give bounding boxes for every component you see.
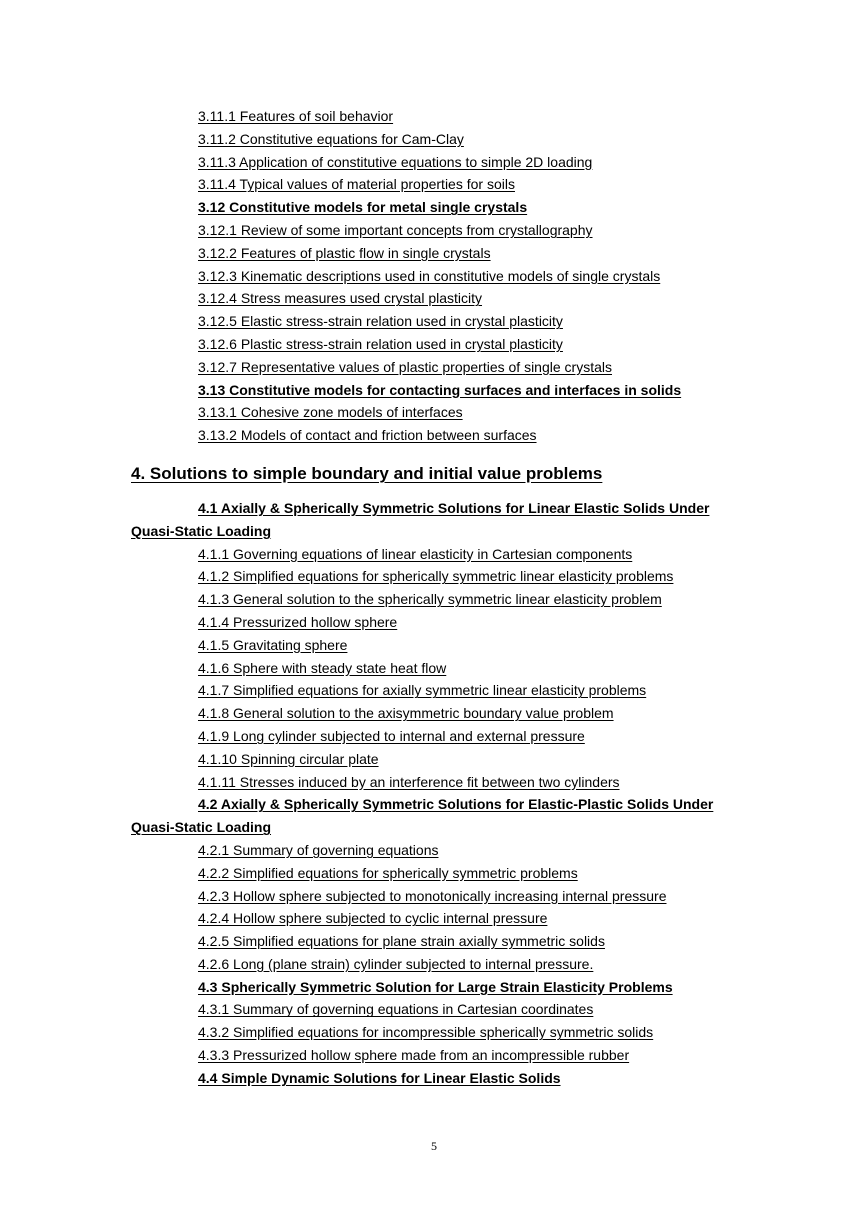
toc-entry-link[interactable]: 4.3.2 Simplified equations for incompressible spherically symmetric solids — [198, 1024, 654, 1041]
toc-section-4-1-line1 — [0, 497, 868, 520]
toc-entry-link[interactable]: 3.13.2 Models of contact and friction between surfaces — [198, 427, 537, 444]
toc-entry-link[interactable]: 4.1.8 General solution to the axisymmetric boundary value problem — [198, 705, 614, 722]
toc-entry — [0, 310, 868, 333]
toc-entry-link[interactable]: 4.1.7 Simplified equations for axially symmetric linear elasticity problems — [198, 682, 647, 699]
toc-entry — [0, 379, 868, 402]
toc-entry-link[interactable]: 3.11.3 Application of constitutive equations to simple 2D loading — [198, 153, 593, 170]
toc-entry — [0, 702, 868, 725]
toc-entry-link[interactable]: 3.12 Constitutive models for metal single crystals — [198, 199, 528, 216]
toc-entry — [0, 105, 868, 128]
toc-entry — [0, 1021, 868, 1044]
chapter-heading — [0, 451, 868, 497]
section-4-2-link[interactable]: 4.2 Axially & Spherically Symmetric Solutions for Elastic-Plastic Solids Under — [198, 796, 714, 813]
chapter4-title-link[interactable]: 4. Solutions to simple boundary and initial value problems — [131, 463, 603, 483]
toc-entry — [0, 885, 868, 908]
toc-entry — [0, 1067, 868, 1090]
toc-entry — [0, 998, 868, 1021]
toc-entry — [0, 907, 868, 930]
toc-section-4-2-line2 — [0, 816, 868, 839]
toc-entry — [0, 725, 868, 748]
toc-entry-link[interactable]: 4.2.2 Simplified equations for spherically symmetric problems — [198, 864, 578, 881]
toc-entry — [0, 839, 868, 862]
toc-section-4-2-line1 — [0, 793, 868, 816]
toc-entry — [0, 611, 868, 634]
toc-entry-link[interactable]: 4.1.11 Stresses induced by an interference fit between two cylinders — [198, 773, 620, 790]
section-4-1-link[interactable]: 4.1 Axially & Spherically Symmetric Solutions for Linear Elastic Solids Under — [198, 499, 710, 516]
toc-entry-link[interactable]: 4.2.3 Hollow sphere subjected to monotonically increasing internal pressure — [198, 887, 667, 904]
toc-entry — [0, 657, 868, 680]
toc-entry-link[interactable]: 4.1.4 Pressurized hollow sphere — [198, 613, 398, 630]
toc-entry-link[interactable]: 4.1.9 Long cylinder subjected to internal and external pressure — [198, 727, 585, 744]
toc-entry — [0, 196, 868, 219]
toc-entry — [0, 128, 868, 151]
toc-entry-link[interactable]: 3.11.1 Features of soil behavior — [198, 108, 394, 124]
page-number: 5 — [431, 1139, 437, 1153]
section-4-1-link-cont[interactable]: Quasi-Static Loading — [131, 522, 272, 539]
toc-section-4-1-line2 — [0, 520, 868, 543]
toc-entry — [0, 862, 868, 885]
toc-entry-link[interactable]: 3.12.6 Plastic stress-strain relation used in crystal plasticity — [198, 335, 563, 352]
toc-entry — [0, 173, 868, 196]
toc-entry — [0, 356, 868, 379]
toc-entry — [0, 401, 868, 424]
toc-entry-link[interactable]: 3.12.4 Stress measures used crystal plasticity — [198, 290, 483, 307]
toc-entry — [0, 265, 868, 288]
section-4-2-link-cont[interactable]: Quasi-Static Loading — [131, 819, 272, 836]
toc-entry — [0, 565, 868, 588]
toc-entry-link[interactable]: 3.13.1 Cohesive zone models of interfaces — [198, 404, 463, 421]
toc-entry — [0, 748, 868, 771]
toc-entry — [0, 930, 868, 953]
toc-entry — [0, 588, 868, 611]
toc-entry-link[interactable]: 4.2.1 Summary of governing equations — [198, 841, 439, 858]
toc-entry-link[interactable]: 4.3 Spherically Symmetric Solution for Large Strain Elasticity Problems — [198, 978, 673, 995]
toc-entry — [0, 679, 868, 702]
table-of-contents — [0, 105, 868, 1090]
toc-entry-link[interactable]: 4.1.2 Simplified equations for spherically symmetric linear elasticity problems — [198, 568, 674, 585]
toc-group-4-1 — [0, 543, 868, 794]
toc-entry-link[interactable]: 3.11.4 Typical values of material properties for soils — [198, 176, 515, 193]
toc-entry — [0, 771, 868, 794]
toc-entry — [0, 219, 868, 242]
toc-entry — [0, 976, 868, 999]
toc-entry-link[interactable]: 4.3.1 Summary of governing equations in Cartesian coordinates — [198, 1001, 594, 1018]
toc-entry-link[interactable]: 3.12.1 Review of some important concepts from crystallography — [198, 221, 593, 238]
toc-entry-link[interactable]: 4.1.6 Sphere with steady state heat flow — [198, 659, 447, 676]
toc-entry-link[interactable]: 4.2.6 Long (plane strain) cylinder subjected to internal pressure. — [198, 955, 594, 972]
toc-entry-link[interactable]: 3.12.7 Representative values of plastic properties of single crystals — [198, 358, 612, 375]
toc-group-4-2-onward — [0, 839, 868, 1090]
toc-entry — [0, 424, 868, 447]
toc-group-chapter3 — [0, 105, 868, 447]
toc-entry-link[interactable]: 4.3.3 Pressurized hollow sphere made from an incompressible rubber — [198, 1047, 630, 1064]
toc-entry-link[interactable]: 3.12.3 Kinematic descriptions used in constitutive models of single crystals — [198, 267, 661, 284]
toc-entry-link[interactable]: 3.12.5 Elastic stress-strain relation used in crystal plasticity — [198, 313, 563, 330]
toc-entry — [0, 151, 868, 174]
toc-entry — [0, 543, 868, 566]
toc-entry-link[interactable]: 3.13 Constitutive models for contacting surfaces and interfaces in solids — [198, 381, 682, 398]
toc-entry — [0, 287, 868, 310]
toc-entry-link[interactable]: 3.12.2 Features of plastic flow in single crystals — [198, 244, 491, 261]
toc-entry — [0, 333, 868, 356]
toc-entry-link[interactable]: 4.1.3 General solution to the spherically symmetric linear elasticity problem — [198, 591, 662, 608]
toc-entry-link[interactable]: 4.2.4 Hollow sphere subjected to cyclic internal pressure — [198, 910, 548, 927]
toc-entry — [0, 953, 868, 976]
toc-entry-link[interactable]: 4.1.5 Gravitating sphere — [198, 636, 348, 653]
toc-entry-link[interactable]: 4.1.1 Governing equations of linear elasticity in Cartesian components — [198, 545, 633, 562]
toc-entry-link[interactable]: 3.11.2 Constitutive equations for Cam-Clay — [198, 130, 464, 147]
toc-entry-link[interactable]: 4.1.10 Spinning circular plate — [198, 750, 379, 767]
toc-entry — [0, 1044, 868, 1067]
toc-entry-link[interactable]: 4.4 Simple Dynamic Solutions for Linear Elastic Solids — [198, 1069, 561, 1086]
toc-entry — [0, 242, 868, 265]
toc-entry — [0, 634, 868, 657]
toc-entry-link[interactable]: 4.2.5 Simplified equations for plane strain axially symmetric solids — [198, 933, 605, 950]
